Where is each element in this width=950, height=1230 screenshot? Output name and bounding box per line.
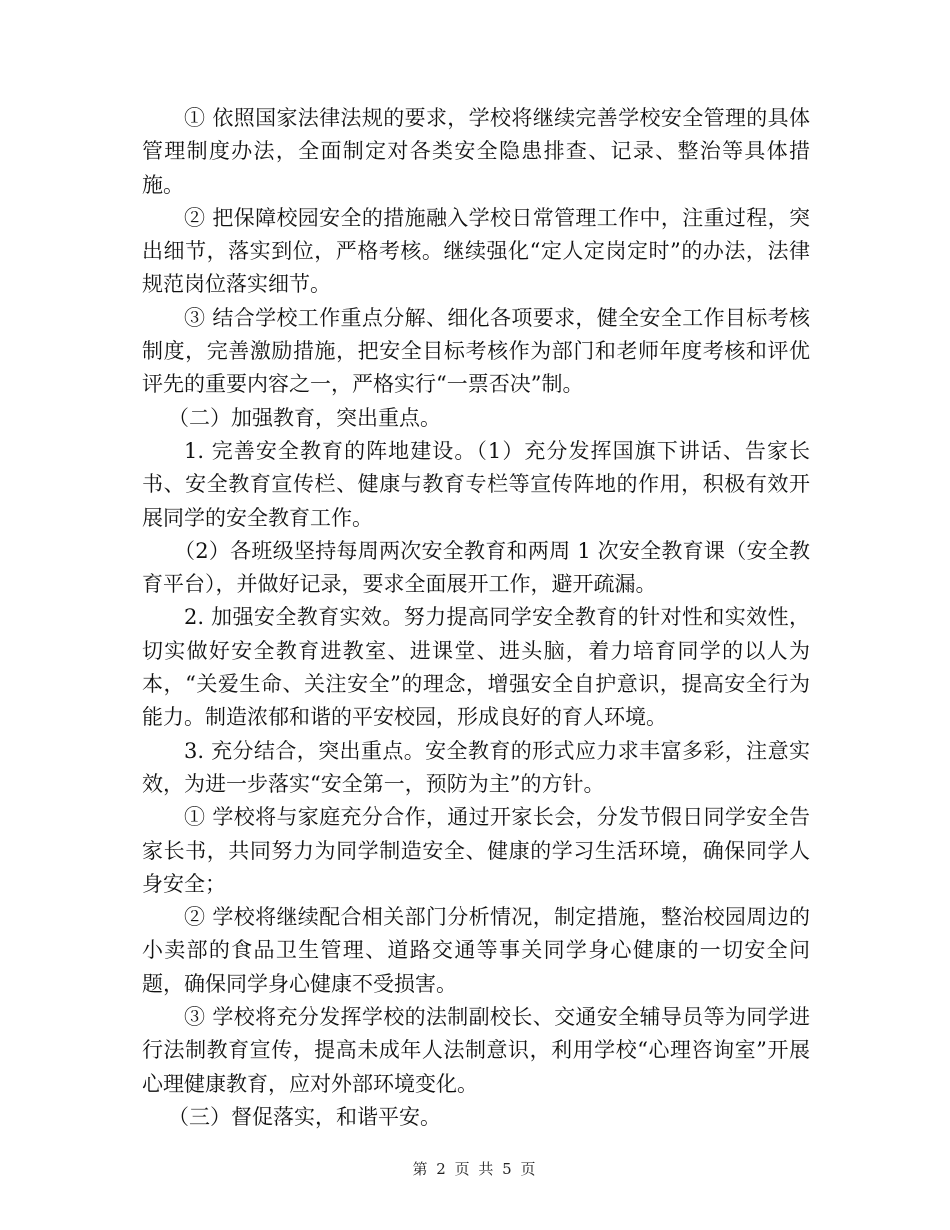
paragraph-item-3: 3. 充分结合，突出重点。安全教育的形式应力求丰富多彩，注意实效，为进一步落实“安全第一，预防为主”的方针。	[142, 738, 810, 796]
paragraph-item-3-point-3: ③ 学校将充分发挥学校的法制副校长、交通安全辅导员等为同学进行法制教育宣传，提高未成年人法制意识，利用学校“心理咨询室”开展心理健康教育，应对外部环境变化。	[142, 1005, 810, 1096]
paragraph-measure-1: ① 依照国家法律法规的要求，学校将继续完善学校安全管理的具体管理制度办法，全面制定对各类安全隐患排查、记录、整治等具体措施。	[142, 106, 810, 197]
section-heading-2: （二）加强教育，突出重点。	[168, 405, 441, 430]
paragraph-measure-2: ② 把保障校园安全的措施融入学校日常管理工作中，注重过程，突出细节，落实到位，严格考核。继续强化“定人定岗定时”的办法，法律规范岗位落实细节。	[142, 205, 810, 297]
page-number-footer: 第 2 页 共 5 页	[412, 1160, 538, 1178]
paragraph-item-3-point-1: ① 学校将与家庭充分合作，通过开家长会，分发节假日同学安全告家长书，共同努力为同学制造安全、健康的学习生活环境，确保同学人身安全；	[142, 805, 810, 896]
document-body	[142, 102, 810, 1134]
paragraph-item-3-point-2: ② 学校将继续配合相关部门分析情况，制定措施，整治校园周边的小卖部的食品卫生管理、道路交通等事关同学身心健康的一切安全问题，确保同学身心健康不受损害。	[142, 905, 810, 996]
paragraph-item-2: 2. 加强安全教育实效。努力提高同学安全教育的针对性和实效性，切实做好安全教育进教室、进课堂、进头脑，着力培育同学的以人为本，“关爱生命、关注安全”的理念，增强安全自护意识，提高安全行为能力。制造浓郁和谐的平安校园，形成良好的育人环境。	[142, 605, 810, 730]
paragraph-item-1: 1. 完善安全教育的阵地建设。（1）充分发挥国旗下讲话、告家长书、安全教育宣传栏、健康与教育专栏等宣传阵地的作用，积极有效开展同学的安全教育工作。	[142, 438, 810, 530]
paragraph-item-1-sub-2: （2）各班级坚持每周两次安全教育和两周 1 次安全教育课（安全教育平台），并做好记录，要求全面展开工作，避开疏漏。	[142, 538, 810, 597]
paragraph-measure-3: ③ 结合学校工作重点分解、细化各项要求，健全安全工作目标考核制度，完善激励措施，把安全目标考核作为部门和老师年度考核和评优评先的重要内容之一，严格实行“一票否决”制。	[142, 305, 810, 397]
section-heading-3: （三）督促落实，和谐平安。	[168, 1104, 441, 1129]
